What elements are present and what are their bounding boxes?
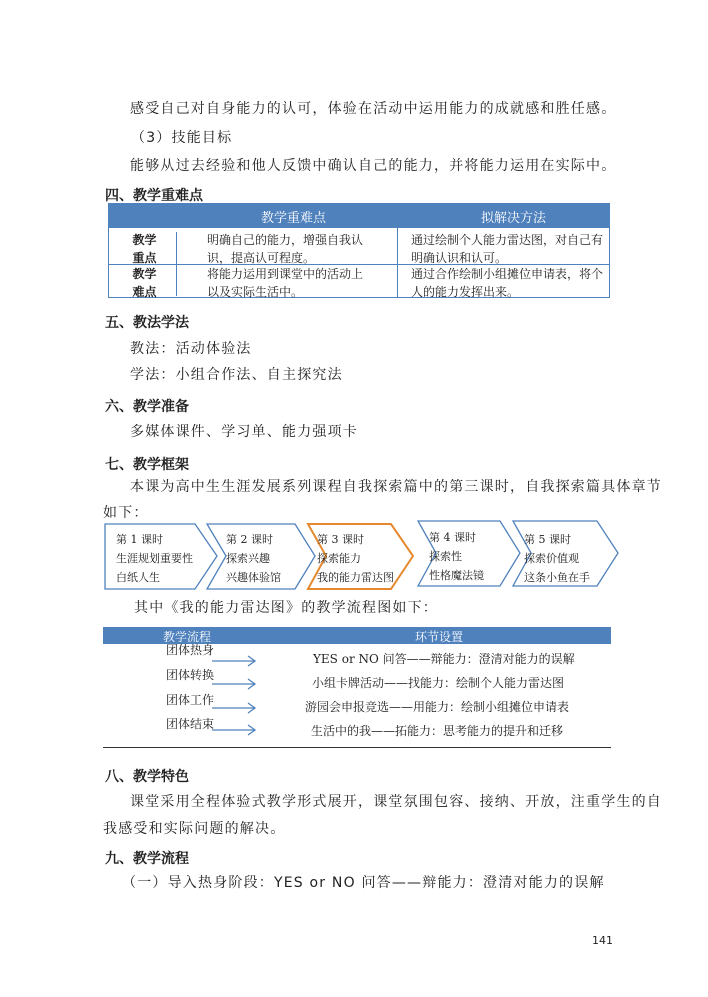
flow-setting-1: YES or NO 问答——辩能力：澄清对能力的误解 [313,652,575,666]
lesson-title: 兴趣体验馆 [226,571,281,584]
skill-goal-heading: （3）技能目标 [131,130,233,146]
flow-step-1: 团体热身 [166,643,215,657]
cell-line: 识，提高认可程度。 [207,251,316,265]
features-para-line-1: 课堂采用全程体验式教学形式展开，课堂氛围包容、接纳、开放，注重学生的自 [130,794,662,810]
features-para-line-2: 我感受和实际问题的解决。 [103,821,286,837]
row-label-line: 重点 [132,251,157,265]
flow-arrows [210,645,270,745]
intro-line-1: 感受自己对自身能力的认可，体验在活动中运用能力的成就感和胜任感。 [130,101,617,117]
teaching-method: 教法：活动体验法 [130,341,252,357]
column-header-settings: 环节设置 [415,630,464,644]
key-point-text [207,231,363,267]
section-5-title: 五、教法学法 [105,315,189,331]
section-9-title: 九、教学流程 [105,851,189,867]
column-header-methods: 拟解决方法 [481,211,547,226]
lesson-number: 第 5 课时 [524,533,571,546]
cell-line: 通过合作绘制小组摊位申请表，将个 [411,267,604,281]
flow-step-4: 团体结束 [166,717,215,731]
intro-line-2: 能够从过去经验和他人反馈中确认自己的能力，并将能力运用在实际中。 [130,158,617,174]
lesson-topic: 探索能力 [317,552,361,565]
cell-line: 人的能力发挥出来。 [411,285,520,299]
row-label-line: 难点 [132,285,157,299]
section-7-title: 七、教学框架 [105,457,189,473]
flow-setting-3: 游园会申报竞选——用能力：绘制小组摊位申请表 [305,700,570,714]
lesson-topic: 生涯规划重要性 [116,552,193,565]
lesson-topic: 探索价值观 [524,552,579,565]
process-subsection-1: （一）导入热身阶段：YES or NO 问答——辩能力：澄清对能力的误解 [122,875,605,891]
key-method-text [411,231,603,267]
cell-line: 明确认识和认可。 [411,251,508,265]
lesson-number: 第 1 课时 [116,533,163,546]
table-header [109,204,609,228]
flow-setting-4: 生活中的我——拓能力：思考能力的提升和迁移 [311,724,564,738]
cell-line: 以及实际生活中。 [207,285,304,299]
lesson-title: 性格魔法镜 [429,569,484,582]
section-8-title: 八、教学特色 [105,769,189,785]
row-label-difficult [117,265,172,301]
flow-step-3: 团体工作 [166,693,215,707]
framework-para-line-2: 如下： [103,505,149,521]
column-header-process: 教学流程 [163,630,212,644]
row-label-key [117,231,172,267]
cell-line: 将能力运用到课堂中的活动上 [207,267,364,281]
row-label-line: 教学 [132,267,157,281]
cell-line: 通过绘制个人能力雷达图，对自己有 [411,233,604,247]
flow-table-bottom-border [103,747,611,748]
framework-para-line-1: 本课为高中生生涯发展系列课程自我探索篇中的第三课时，自我探索篇具体章节 [130,479,662,495]
flow-intro: 其中《我的能力雷达图》的教学流程图如下： [134,600,438,616]
key-points-table [108,203,610,298]
lesson-title: 我的能力雷达图 [317,571,394,584]
cell-line: 明确自己的能力，增强自我认 [207,233,364,247]
flow-setting-2: 小组卡牌活动——找能力：绘制个人能力雷达图 [312,676,565,690]
section-4-title: 四、教学重难点 [105,188,203,204]
flow-step-2: 团体转换 [166,668,215,682]
learning-method: 学法：小组合作法、自主探究法 [130,367,343,383]
difficult-method-text [411,265,603,301]
difficult-point-text [207,265,363,301]
lesson-number: 第 3 课时 [317,533,364,546]
row-label-line: 教学 [132,233,157,247]
lesson-title: 白纸人生 [116,571,160,584]
preparation-text: 多媒体课件、学习单、能力强项卡 [130,424,358,440]
lesson-title: 这条小鱼在手 [524,571,590,584]
lesson-topic: 探索性 [429,550,462,563]
lesson-topic: 探索兴趣 [226,552,270,565]
page-number: 141 [592,934,613,947]
lesson-number: 第 4 课时 [429,531,476,544]
section-6-title: 六、教学准备 [105,399,189,415]
lesson-number: 第 2 课时 [226,533,273,546]
column-header-points: 教学重难点 [261,211,327,226]
